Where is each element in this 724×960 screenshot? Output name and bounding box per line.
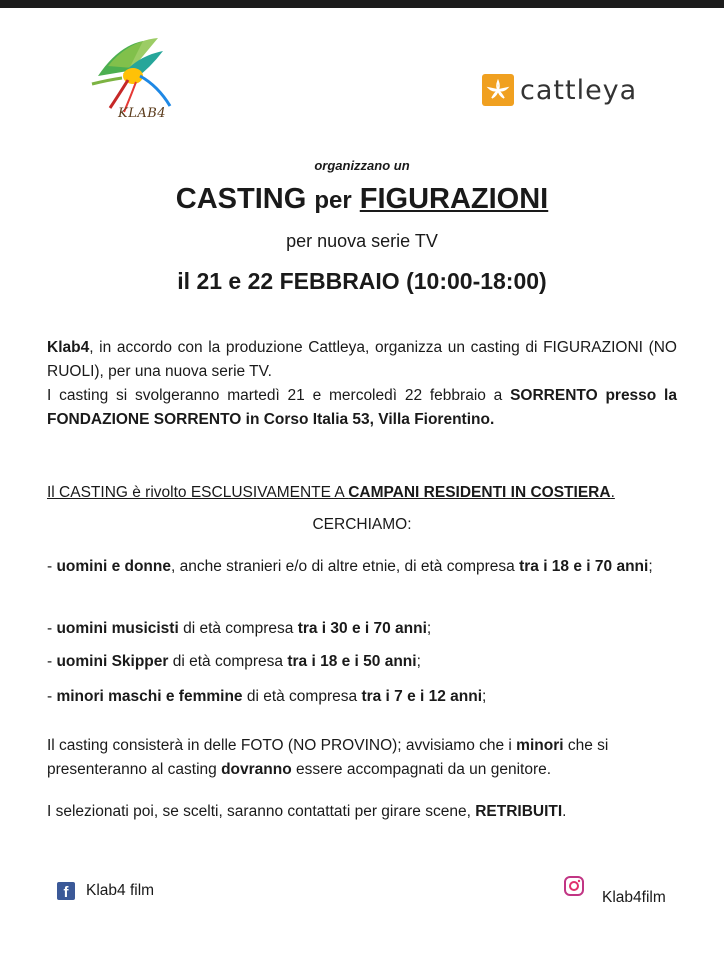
title-casting: CASTING: [175, 183, 307, 215]
seeking-heading: CERCHIAMO:: [312, 516, 412, 533]
facebook-label: Klab4 film: [86, 882, 155, 899]
facebook-icon: f: [57, 882, 75, 900]
klab4-name: Klab4: [47, 339, 90, 356]
minors-notice: Il casting consisterà in delle FOTO (NO PROVINO); avvisiamo che i minori che si presenteranno al casting dovranno essere accompagnati da un genitore.: [47, 737, 609, 778]
bird-icon: [88, 36, 178, 116]
list-item: - uomini e donne, anche stranieri e/o di altre etnie, di età compresa tra i 18 e i 70 anni;: [47, 558, 653, 575]
instagram-label[interactable]: Klab4film: [602, 889, 666, 906]
restriction-line: Il CASTING è rivolto ESCLUSIVAMENTE A CAMPANI RESIDENTI IN COSTIERA.: [47, 484, 615, 501]
paid-notice: I selezionati poi, se scelti, saranno contattati per girare scene, RETRIBUITI.: [47, 803, 567, 820]
cattleya-flower-icon: [482, 74, 514, 106]
list-item: - uomini Skipper di età compresa tra i 18 e i 50 anni;: [47, 653, 421, 670]
page-title: [0, 183, 724, 216]
list-item: - minori maschi e femmine di età compresa tra i 7 e i 12 anni;: [47, 688, 487, 705]
klab4-logo-text: KLAB4: [118, 106, 167, 121]
instagram-icon[interactable]: [564, 876, 584, 896]
casting-location: SORRENTO presso la FONDAZIONE SORRENTO in Corso Italia 53, Villa Fiorentino.: [47, 387, 677, 428]
casting-dates: il 21 e 22 FEBBRAIO (10:00-18:00): [177, 268, 547, 294]
klab4-logo: [88, 36, 178, 136]
list-item: - uomini musicisti di età compresa tra i 30 e i 70 anni;: [47, 620, 432, 637]
cattleya-logo: [482, 70, 637, 110]
title-per: per: [314, 187, 352, 214]
subtitle: per nuova serie TV: [286, 231, 438, 251]
cattleya-wordmark: cattleya: [520, 74, 638, 106]
top-border: [0, 0, 724, 8]
facebook-link[interactable]: [57, 882, 154, 900]
organizers-line: organizzano un: [314, 158, 410, 173]
intro-paragraph: Klab4, in accordo con la produzione Cattleya, organizza un casting di FIGURAZIONI (NO RUOLI), per una nuova serie TV. I casting si svolgeranno martedì 21 e mercoledì 22 febbraio a SORRENTO presso la FONDAZIONE SORRENTO in Corso Italia 53, Villa Fiorentino.: [47, 339, 677, 428]
title-figurazioni: FIGURAZIONI: [359, 183, 549, 215]
